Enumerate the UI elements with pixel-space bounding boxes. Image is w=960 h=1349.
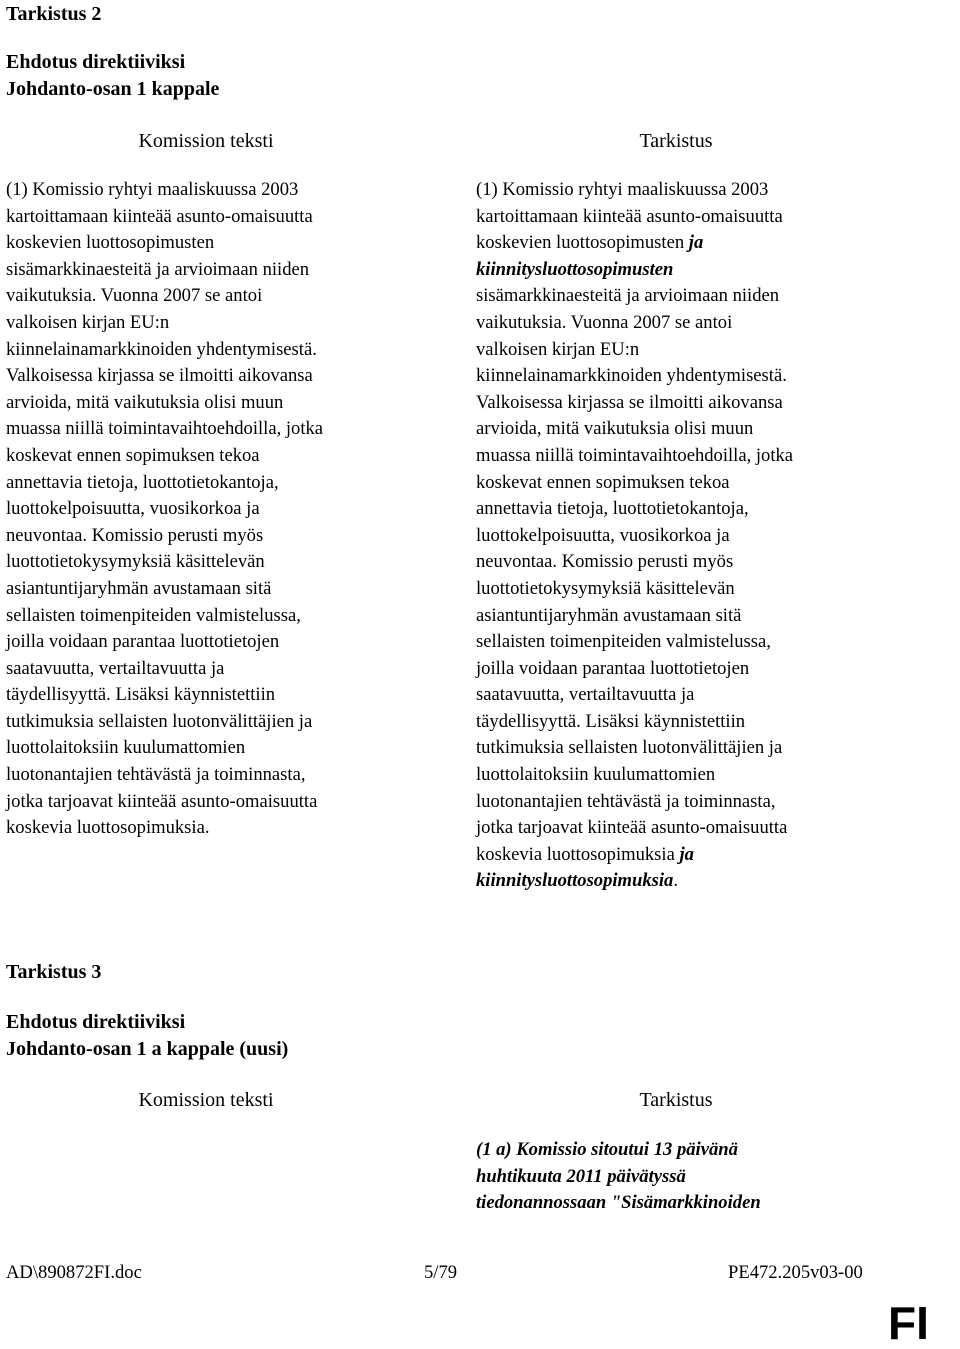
text-line (476, 390, 793, 417)
amendment-2-left-heading: Komission teksti (138, 130, 274, 152)
amendment-3-amendment-text (476, 1137, 761, 1217)
text-line (476, 576, 793, 603)
text-segment: . (673, 870, 679, 892)
text-line: annettavia tietoja, luottotietokantoja, (6, 471, 279, 493)
text-segment: neuvontaa. Komissio perusti myös (476, 551, 734, 573)
text-line: luottokelpoisuutta, vuosikorkoa ja (6, 498, 260, 520)
amendment-2-reference: Johdanto-osan 1 kappale (6, 78, 220, 100)
text-line (476, 868, 793, 895)
text-line (476, 257, 793, 284)
inserted-text: kiinnitysluottosopimuksia (476, 870, 674, 892)
text-line (476, 709, 793, 736)
inserted-text-line: (1 a) Komissio sitoutui 13 päivänä (476, 1139, 738, 1160)
text-segment: saatavuutta, vertailtavuutta ja (476, 684, 695, 706)
text-line: luotonantajien tehtävästä ja toiminnasta, (6, 764, 306, 786)
text-segment: kartoittamaan kiinteää asunto-omaisuutta (476, 205, 783, 227)
text-line: muassa niillä toimintavaihtoehdoilla, jotka (6, 418, 324, 440)
text-line (476, 310, 793, 337)
footer-page-number: 5/79 (424, 1262, 458, 1283)
amendment-2-amendment-text (476, 177, 793, 895)
footer-doc-ref: AD\890872FI.doc (6, 1262, 142, 1283)
text-line: sellaisten toimenpiteiden valmistelussa, (6, 604, 301, 626)
text-line (476, 204, 793, 231)
text-line: Valkoisessa kirjassa se ilmoitti aikovansa (6, 365, 313, 387)
text-line (476, 523, 793, 550)
text-line (476, 603, 793, 630)
text-line: luottotietokysymyksiä käsittelevän (6, 551, 265, 573)
inserted-text-line: huhtikuuta 2011 päivätyssä (476, 1165, 686, 1187)
amendment-3-right-heading: Tarkistus (639, 1089, 713, 1111)
text-line: jotka tarjoavat kiinteää asunto-omaisuutta (6, 790, 318, 812)
text-segment: täydellisyyttä. Lisäksi käynnistettiin (476, 710, 746, 732)
text-segment: vaikutuksia. Vuonna 2007 se antoi (476, 311, 733, 333)
text-segment: kiinnelainamarkkinoiden yhdentymisestä. (476, 365, 787, 387)
amendment-3-title: Tarkistus 3 (6, 961, 102, 983)
text-line: valkoisen kirjan EU:n (6, 311, 170, 333)
text-segment: sellaisten toimenpiteiden valmistelussa, (476, 631, 771, 653)
text-line: kiinnelainamarkkinoiden yhdentymisestä. (6, 338, 317, 360)
amendment-2-title: Tarkistus 2 (6, 3, 102, 25)
text-line (476, 682, 793, 709)
text-segment: Valkoisessa kirjassa se ilmoitti aikovansa (476, 391, 783, 413)
text-line: täydellisyyttä. Lisäksi käynnistettiin (6, 684, 276, 706)
text-line (476, 656, 793, 683)
amendment-3-reference: Johdanto-osan 1 a kappale (uusi) (6, 1038, 289, 1060)
text-line (476, 230, 793, 257)
text-line (476, 416, 793, 443)
text-line (476, 470, 793, 497)
text-segment: joilla voidaan parantaa luottotietojen (476, 657, 750, 679)
text-segment: sisämarkkinaesteitä ja arvioimaan niiden (476, 285, 780, 307)
text-segment: koskevia luottosopimuksia (476, 843, 680, 865)
text-line: koskevien luottosopimusten (6, 232, 215, 254)
text-line: tutkimuksia sellaisten luotonvälittäjien ja (6, 710, 313, 732)
text-segment: muassa niillä toimintavaihtoehdoilla, jotka (476, 444, 794, 466)
footer-pe-ref: PE472.205v03-00 (728, 1262, 863, 1283)
amendment-2-commission-text (6, 177, 323, 842)
text-line (476, 549, 793, 576)
inserted-text-line: tiedonannossaan "Sisämarkkinoiden (476, 1192, 761, 1214)
text-line (476, 283, 793, 310)
text-segment: (1) Komissio ryhtyi maaliskuussa 2003 (476, 179, 769, 200)
text-segment: luotonantajien tehtävästä ja toiminnasta, (476, 790, 776, 812)
text-line: arvioida, mitä vaikutuksia olisi muun (6, 391, 284, 413)
amendment-2-proposal: Ehdotus direktiiviksi (6, 51, 186, 73)
text-line: koskevat ennen sopimuksen tekoa (6, 444, 260, 466)
text-line (476, 337, 793, 364)
inserted-text: ja (679, 843, 694, 865)
text-segment: arvioida, mitä vaikutuksia olisi muun (476, 418, 754, 440)
text-segment: valkoisen kirjan EU:n (476, 338, 640, 360)
text-line: kartoittamaan kiinteää asunto-omaisuutta (6, 205, 313, 227)
text-segment: luottotietokysymyksiä käsittelevän (476, 577, 735, 599)
text-line (476, 629, 793, 656)
text-segment: koskevat ennen sopimuksen tekoa (476, 471, 730, 493)
text-segment: asiantuntijaryhmän avustamaan sitä (476, 604, 742, 626)
text-segment: koskevien luottosopimusten (476, 232, 689, 254)
amendment-3-proposal: Ehdotus direktiiviksi (6, 1011, 186, 1033)
text-line (476, 789, 793, 816)
text-line (476, 815, 793, 842)
text-line (476, 496, 793, 523)
text-line: asiantuntijaryhmän avustamaan sitä (6, 577, 272, 599)
amendment-3-left-heading: Komission teksti (138, 1089, 274, 1111)
text-line: luottolaitoksiin kuulumattomien (6, 737, 246, 759)
text-segment: annettavia tietoja, luottotietokantoja, (476, 498, 749, 520)
text-line (476, 363, 793, 390)
text-segment: luottolaitoksiin kuulumattomien (476, 764, 716, 786)
footer-language-code: FI (888, 1297, 929, 1349)
text-line (476, 177, 793, 204)
text-line (476, 762, 793, 789)
text-line: (1) Komissio ryhtyi maaliskuussa 2003 (6, 179, 299, 200)
text-line: joilla voidaan parantaa luottotietojen (6, 631, 280, 653)
text-segment: jotka tarjoavat kiinteää asunto-omaisuutta (476, 817, 788, 839)
text-segment: luottokelpoisuutta, vuosikorkoa ja (476, 524, 730, 546)
text-line (476, 443, 793, 470)
text-segment: tutkimuksia sellaisten luotonvälittäjien ja (476, 737, 783, 759)
text-line: sisämarkkinaesteitä ja arvioimaan niiden (6, 258, 310, 280)
text-line (476, 842, 793, 869)
text-line (476, 735, 793, 762)
inserted-text: kiinnitysluottosopimusten (476, 258, 674, 280)
text-line: neuvontaa. Komissio perusti myös (6, 524, 264, 546)
text-line: koskevia luottosopimuksia. (6, 817, 210, 839)
text-line: saatavuutta, vertailtavuutta ja (6, 657, 225, 679)
text-line: vaikutuksia. Vuonna 2007 se antoi (6, 285, 263, 307)
inserted-text: ja (688, 232, 704, 254)
amendment-2-right-heading: Tarkistus (639, 130, 713, 152)
